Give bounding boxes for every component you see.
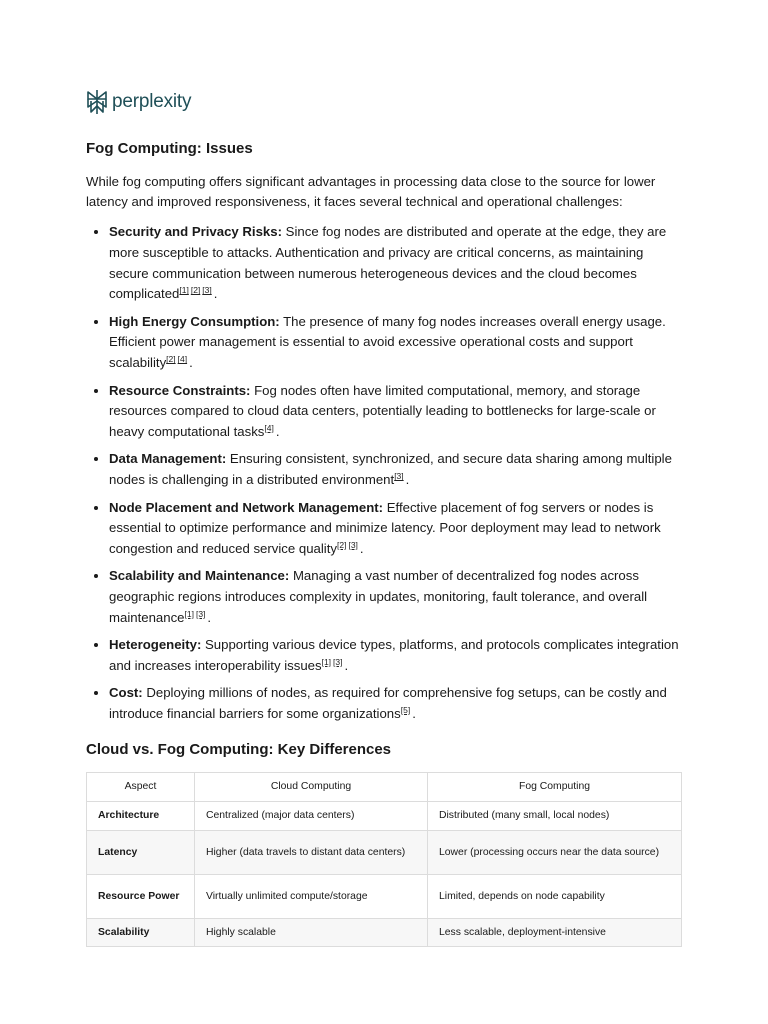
table-row <box>87 875 682 919</box>
table-cell-fog: Lower (processing occurs near the data source) <box>428 831 682 875</box>
list-item: • Scalability and Maintenance: Managing a vast number of decentralized fog nodes across geographic regions introduces complexity in updates, monitoring, fault tolerance, and overall maintenance[1] [3] . <box>109 566 682 628</box>
list-item: • Heterogeneity: Supporting various device types, platforms, and protocols complicates integration and increases interoperability issues[1] [3] . <box>109 635 682 677</box>
citation-group <box>185 609 208 619</box>
citation-link[interactable]: [3] <box>333 657 343 668</box>
perplexity-logo[interactable] <box>86 89 191 115</box>
table-row <box>87 831 682 875</box>
list-item-term: Cost: <box>109 685 143 701</box>
citation-group <box>166 354 189 364</box>
list-item-text: Deploying millions of nodes, as required for comprehensive fog setups, can be costly and introduce financial barriers for some organizations <box>109 685 667 722</box>
citation-group <box>394 471 405 481</box>
list-item-text: Managing a vast number of decentralized fog nodes across geographic regions introduces complexity in updates, monitoring, fault tolerance, and overall maintenance <box>109 568 648 626</box>
table-cell-cloud: Highly scalable <box>195 919 428 947</box>
brand-name: perplexity <box>112 91 192 112</box>
list-item-term: Scalability and Maintenance: <box>109 568 290 584</box>
list-item: • Resource Constraints: Fog nodes often have limited computational, memory, and storage resources compared to cloud data centers, potentially leading to bottlenecks for large-scale or heavy computational tasks[4] . <box>109 381 682 443</box>
issues-list <box>86 222 682 725</box>
table-cell-aspect: Scalability <box>87 919 195 947</box>
column-header: Cloud Computing <box>195 773 428 802</box>
list-item-text: Fog nodes often have limited computational, memory, and storage resources compared to cloud data centers, potentially leading to bottlenecks for large-scale or heavy computational tasks <box>109 382 656 440</box>
citation-link[interactable]: [1] <box>321 657 332 668</box>
list-item: • Cost: Deploying millions of nodes, as required for comprehensive fog setups, can be costly and introduce financial barriers for some organizations[5] . <box>109 683 682 725</box>
list-item-term: Security and Privacy Risks: <box>109 224 282 239</box>
list-item: • Data Management: Ensuring consistent, synchronized, and secure data sharing among multiple nodes is challenging in a distributed environment[3] . <box>109 449 682 491</box>
citation-link[interactable]: [5] <box>400 705 411 716</box>
list-item-text: Effective placement of fog servers or nodes is essential to optimize performance and minimize latency. Poor deployment may lead to network congestion and reduced service quality <box>109 499 661 557</box>
citation-link[interactable]: [4] <box>264 423 274 434</box>
answer-content <box>86 138 682 947</box>
table-cell-cloud: Virtually unlimited compute/storage <box>195 875 428 919</box>
table-cell-fog: Distributed (many small, local nodes) <box>428 802 682 831</box>
list-item-term: Data Management: <box>109 451 227 467</box>
table-row <box>87 802 682 831</box>
list-item: • Node Placement and Network Management: Effective placement of fog servers or nodes is essential to optimize performance and minimize latency. Poor deployment may lead to network congestion and reduced service quality[2] [3] . <box>109 498 682 560</box>
section-title-differences: Cloud vs. Fog Computing: Key Differences <box>86 741 392 759</box>
list-item-text: Since fog nodes are distributed and operate at the edge, they are more susceptible to attacks. Authentication and privacy are critical concerns, as maintaining secure communication between numerous heterogeneous devices and the cloud becomes complicated <box>109 224 667 302</box>
list-item-text: Supporting various device types, platforms, and protocols complicates integration and increases interoperability issues <box>109 637 679 674</box>
citation-link[interactable]: [1] <box>179 285 189 296</box>
citation-link[interactable]: [3] <box>202 285 212 296</box>
citation-link[interactable]: [3] <box>394 471 404 482</box>
table-header-row <box>87 773 682 802</box>
list-item-term: High Energy Consumption: <box>109 313 280 329</box>
citation-link[interactable]: [2] <box>337 540 347 551</box>
column-header: Fog Computing <box>428 773 682 802</box>
list-item-term: Resource Constraints: <box>109 382 251 398</box>
citation-link[interactable]: [4] <box>177 354 188 365</box>
list-item-term: Heterogeneity: <box>109 637 202 653</box>
citation-group <box>322 657 345 667</box>
citation-group <box>401 705 412 715</box>
table-cell-aspect: Resource Power <box>87 875 195 919</box>
citation-link[interactable]: [3] <box>195 609 206 620</box>
citation-link[interactable]: [3] <box>348 540 358 551</box>
citation-group <box>264 423 275 433</box>
comparison-table <box>86 772 682 947</box>
list-item: • Security and Privacy Risks: Since fog nodes are distributed and operate at the edge, they are more susceptible to attacks. Authentication and privacy are critical concerns, as maintaining secure communication between numerous heterogeneous devices and the cloud becomes complicated[1] [2] [3] . <box>109 222 682 305</box>
citation-group <box>179 285 213 295</box>
table-cell-aspect: Architecture <box>87 802 195 831</box>
table-cell-fog: Less scalable, deployment-intensive <box>428 919 682 947</box>
table-cell-fog: Limited, depends on node capability <box>428 875 682 919</box>
citation-link[interactable]: [1] <box>184 609 194 620</box>
list-item-text: The presence of many fog nodes increases overall energy usage. Efficient power management is essential to avoid excessive operational costs and support scalability <box>109 313 666 371</box>
table-cell-aspect: Latency <box>87 831 195 875</box>
table-cell-cloud: Higher (data travels to distant data centers) <box>195 831 428 875</box>
table-row <box>87 919 682 947</box>
intro-paragraph: While fog computing offers significant advantages in processing data close to the source for lower latency and improved responsiveness, it faces several technical and operational challenges: <box>86 174 656 209</box>
section-title-issues: Fog Computing: Issues <box>86 140 253 157</box>
citation-group <box>337 540 360 550</box>
perplexity-logo-icon <box>86 89 108 115</box>
list-item-term: Node Placement and Network Management: <box>109 499 384 515</box>
table-cell-cloud: Centralized (major data centers) <box>195 802 428 831</box>
list-item: • High Energy Consumption: The presence of many fog nodes increases overall energy usage. Efficient power management is essential to avoid excessive operational costs and support scalability[2] [4] . <box>109 312 682 374</box>
list-item-text: Ensuring consistent, synchronized, and secure data sharing among multiple nodes is challenging in a distributed environment <box>109 451 672 488</box>
column-header: Aspect <box>87 773 195 802</box>
citation-link[interactable]: [2] <box>166 354 176 365</box>
citation-link[interactable]: [2] <box>190 285 201 296</box>
